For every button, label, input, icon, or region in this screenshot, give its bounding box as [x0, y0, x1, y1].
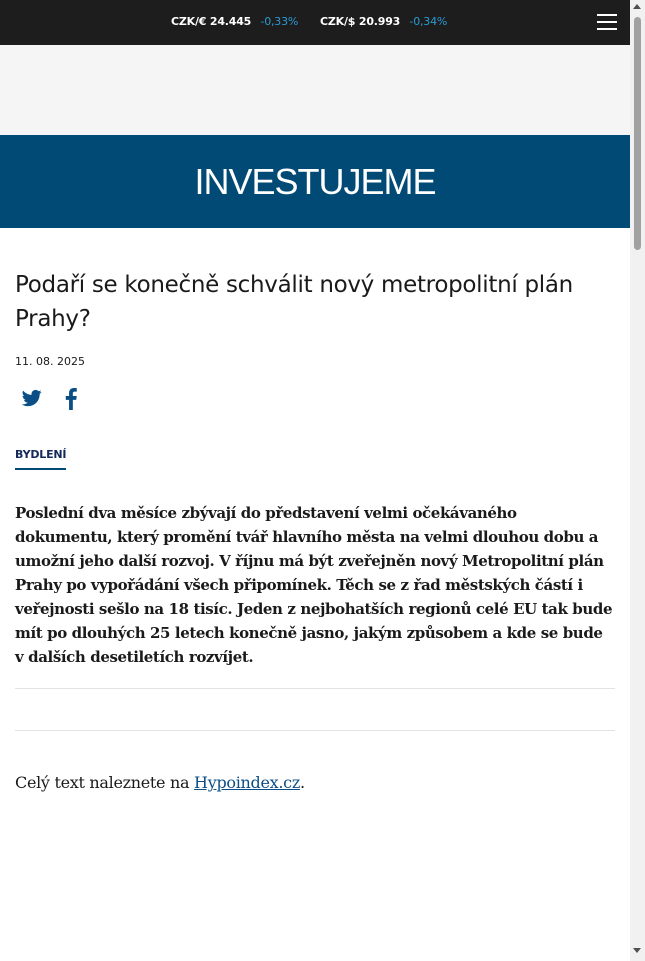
top-bar: [0, 0, 630, 45]
source-line: [15, 773, 305, 792]
hamburger-menu-icon[interactable]: [597, 14, 617, 30]
scroll-down-arrow-icon[interactable]: [633, 948, 641, 953]
divider-top: [15, 688, 615, 689]
ticker-usd: [320, 15, 447, 28]
scrollbar-thumb[interactable]: [634, 17, 641, 250]
facebook-icon[interactable]: [65, 388, 77, 414]
ticker-eur: [171, 15, 298, 28]
source-prefix: Celý text naleznete na: [15, 773, 195, 792]
brand-header: [0, 135, 630, 228]
twitter-icon[interactable]: [21, 388, 43, 412]
article: [15, 268, 615, 792]
source-suffix: .: [299, 773, 305, 792]
ticker-usd-pair: CZK/$ 20.993: [320, 15, 401, 28]
ticker-usd-change: -0,34%: [409, 15, 448, 28]
scroll-up-arrow-icon[interactable]: [633, 4, 641, 9]
scrollbar[interactable]: [630, 0, 645, 961]
article-date: 11. 08. 2025: [15, 355, 85, 368]
source-link[interactable]: Hypoindex.cz: [194, 773, 300, 792]
site-logo[interactable]: INVESTUJEME: [194, 161, 436, 202]
article-title: Podaří se konečně schválit nový metropolitní plán Prahy?: [15, 272, 573, 332]
ticker-eur-change: -0,33%: [260, 15, 299, 28]
divider-bottom: [15, 730, 615, 731]
article-perex: Poslední dva měsíce zbývají do představení velmi očekávaného dokumentu, který promění tvář hlavního města na velmi dlouhou dobu a umožní jeho další rozvoj. V říjnu má být zveřejněn nový Metropolitní plán Prahy po vypořádání všech připomínek. Těch se z řad městských částí i veřejnosti sešlo na 18 tisíc. Jeden z nejbohatších regionů celé EU tak bude mít po dlouhých 25 letech konečně jasno, jakým způsobem a kde se bude v dalších desetiletích rozvíjet.: [15, 504, 613, 666]
category-tag[interactable]: BYDLENÍ: [15, 448, 66, 470]
ad-placeholder: [0, 45, 630, 135]
ticker-eur-pair: CZK/€ 24.445: [171, 15, 252, 28]
